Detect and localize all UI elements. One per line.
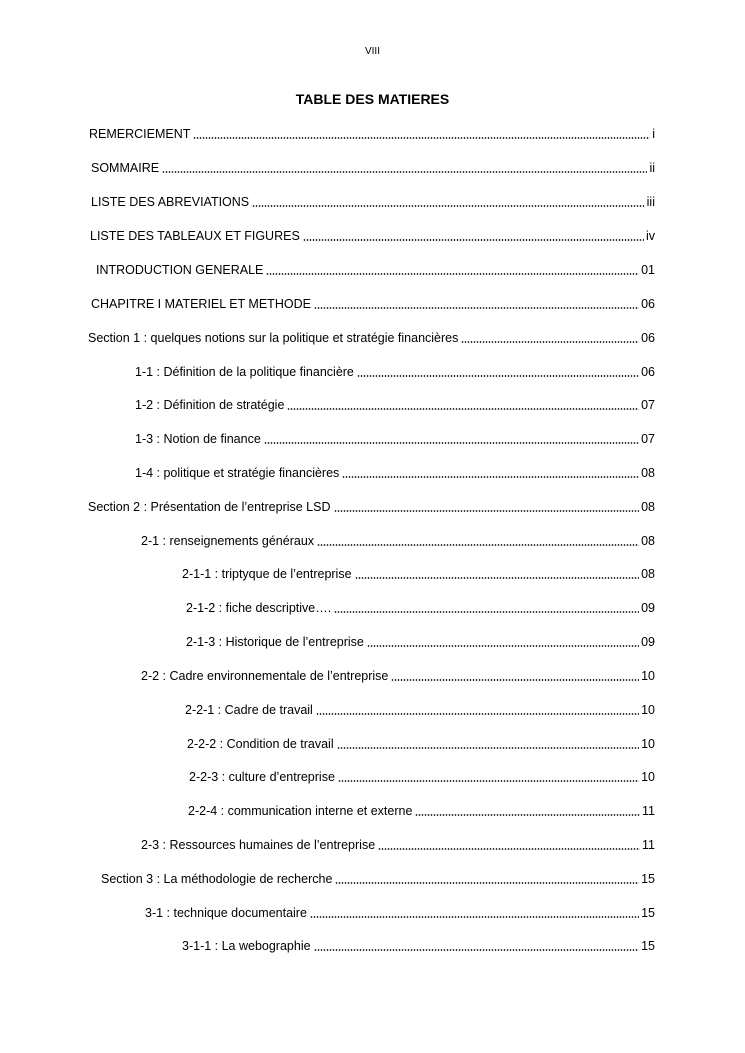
toc-entry bbox=[0, 700, 745, 720]
toc-entry bbox=[0, 869, 745, 889]
toc-entry-page: 08 bbox=[641, 500, 655, 514]
dot-leader bbox=[391, 679, 639, 681]
toc-entry-page: 11 bbox=[642, 838, 655, 852]
dot-leader bbox=[334, 611, 639, 613]
toc-entry-title: 2-2-1 : Cadre de travail bbox=[185, 703, 313, 717]
dot-leader bbox=[355, 577, 639, 579]
page-number: VIII bbox=[364, 46, 380, 57]
toc-entry-title: 2-2-3 : culture d’entreprise bbox=[189, 770, 335, 784]
toc-entry-title: Section 3 : La méthodologie de recherche bbox=[101, 872, 333, 886]
toc-entry-page: 06 bbox=[641, 331, 655, 345]
dot-leader bbox=[461, 341, 639, 343]
toc-entry-title: CHAPITRE I MATERIEL ET METHODE bbox=[91, 297, 311, 311]
toc-entry-title: Section 2 : Présentation de l’entreprise LSD bbox=[88, 500, 331, 514]
toc-entry bbox=[0, 294, 745, 314]
toc-entry-page: 09 bbox=[641, 601, 655, 615]
toc-entry bbox=[0, 158, 745, 178]
dot-leader bbox=[264, 442, 639, 444]
toc-entry-page: 15 bbox=[641, 872, 655, 886]
toc-entry-title: Section 1 : quelques notions sur la politique et stratégie financières bbox=[88, 331, 459, 345]
dot-leader bbox=[342, 476, 639, 478]
toc-entry-page: 11 bbox=[642, 804, 655, 818]
toc-entry bbox=[0, 463, 745, 483]
toc-entry-title: 1-2 : Définition de stratégie bbox=[135, 398, 285, 412]
dot-leader bbox=[193, 137, 650, 139]
toc-entry bbox=[0, 734, 745, 754]
toc-entry-page: 09 bbox=[641, 635, 655, 649]
toc-entry-page: 07 bbox=[641, 398, 655, 412]
dot-leader bbox=[287, 408, 639, 410]
toc-entry bbox=[0, 328, 745, 348]
page-title: TABLE DES MATIERES bbox=[295, 91, 450, 107]
toc-entry bbox=[0, 598, 745, 618]
toc-entry-page: 10 bbox=[641, 737, 655, 751]
dot-leader bbox=[310, 916, 639, 918]
toc-entry-title: 3-1 : technique documentaire bbox=[145, 906, 307, 920]
toc-entry-page: 10 bbox=[641, 669, 655, 683]
toc-entry bbox=[0, 395, 745, 415]
toc-entry-page: 15 bbox=[641, 939, 655, 953]
toc-entry bbox=[0, 260, 745, 280]
dot-leader bbox=[314, 949, 639, 951]
dot-leader bbox=[252, 205, 645, 207]
toc-entry-page: 08 bbox=[641, 534, 655, 548]
toc-entry-page: 10 bbox=[641, 770, 655, 784]
dot-leader bbox=[337, 747, 639, 749]
toc-entry-page: 08 bbox=[641, 567, 655, 581]
toc-entry-page: 15 bbox=[641, 906, 655, 920]
toc-entry-page: 10 bbox=[641, 703, 655, 717]
toc-entry-page: iii bbox=[646, 195, 655, 209]
toc-entry-title: 2-2-2 : Condition de travail bbox=[187, 737, 334, 751]
dot-leader bbox=[338, 780, 639, 782]
toc-entry-title: 2-3 : Ressources humaines de l’entreprise bbox=[141, 838, 376, 852]
toc-entry bbox=[0, 903, 745, 923]
toc-entry bbox=[0, 226, 745, 246]
toc-entry bbox=[0, 497, 745, 517]
toc-entry-page: 06 bbox=[641, 365, 655, 379]
toc-entry-title: 2-2 : Cadre environnementale de l’entreprise bbox=[141, 669, 389, 683]
toc-entry bbox=[0, 192, 745, 212]
toc-entry-title: 2-1-2 : fiche descriptive…. bbox=[186, 601, 332, 615]
toc-entry bbox=[0, 632, 745, 652]
toc-entry-page: i bbox=[652, 127, 655, 141]
dot-leader bbox=[317, 544, 639, 546]
toc-entry-title: LISTE DES TABLEAUX ET FIGURES bbox=[90, 229, 300, 243]
dot-leader bbox=[316, 713, 639, 715]
toc-entry bbox=[0, 767, 745, 787]
toc-entry-page: 07 bbox=[641, 432, 655, 446]
toc-entry-title: 2-1-1 : triptyque de l’entreprise bbox=[182, 567, 352, 581]
toc-entry-page: 08 bbox=[641, 466, 655, 480]
toc-entry-title: 2-1-3 : Historique de l’entreprise bbox=[186, 635, 364, 649]
dot-leader bbox=[303, 239, 644, 241]
dot-leader bbox=[334, 510, 639, 512]
toc-entry-title: REMERCIEMENT bbox=[89, 127, 191, 141]
toc-entry-page: 06 bbox=[641, 297, 655, 311]
dot-leader bbox=[162, 171, 647, 173]
dot-leader bbox=[266, 273, 639, 275]
toc-entry-page: ii bbox=[649, 161, 655, 175]
toc-entry bbox=[0, 429, 745, 449]
dot-leader bbox=[367, 645, 639, 647]
toc-entry-title: LISTE DES ABREVIATIONS bbox=[91, 195, 250, 209]
dot-leader bbox=[378, 848, 640, 850]
toc-entry-title: 2-1 : renseignements généraux bbox=[141, 534, 315, 548]
toc-entry-title: SOMMAIRE bbox=[91, 161, 160, 175]
toc-entry bbox=[0, 124, 745, 144]
dot-leader bbox=[415, 814, 640, 816]
toc-entry bbox=[0, 801, 745, 821]
toc-entry-title: 1-3 : Notion de finance bbox=[135, 432, 261, 446]
toc-entry-title: INTRODUCTION GENERALE bbox=[96, 263, 264, 277]
toc-entry bbox=[0, 835, 745, 855]
toc-entry-title: 1-1 : Définition de la politique financière bbox=[135, 365, 354, 379]
toc-entry-title: 1-4 : politique et stratégie financières bbox=[135, 466, 340, 480]
dot-leader bbox=[335, 882, 639, 884]
dot-leader bbox=[357, 375, 639, 377]
dot-leader bbox=[314, 307, 639, 309]
toc-entry bbox=[0, 531, 745, 551]
toc-entry bbox=[0, 362, 745, 382]
toc-entry-page: 01 bbox=[641, 263, 655, 277]
toc-entry bbox=[0, 936, 745, 956]
toc-entry-title: 2-2-4 : communication interne et externe bbox=[188, 804, 413, 818]
toc-entry bbox=[0, 564, 745, 584]
toc-entry bbox=[0, 666, 745, 686]
toc-entry-title: 3-1-1 : La webographie bbox=[182, 939, 311, 953]
toc-entry-page: iv bbox=[645, 229, 655, 243]
